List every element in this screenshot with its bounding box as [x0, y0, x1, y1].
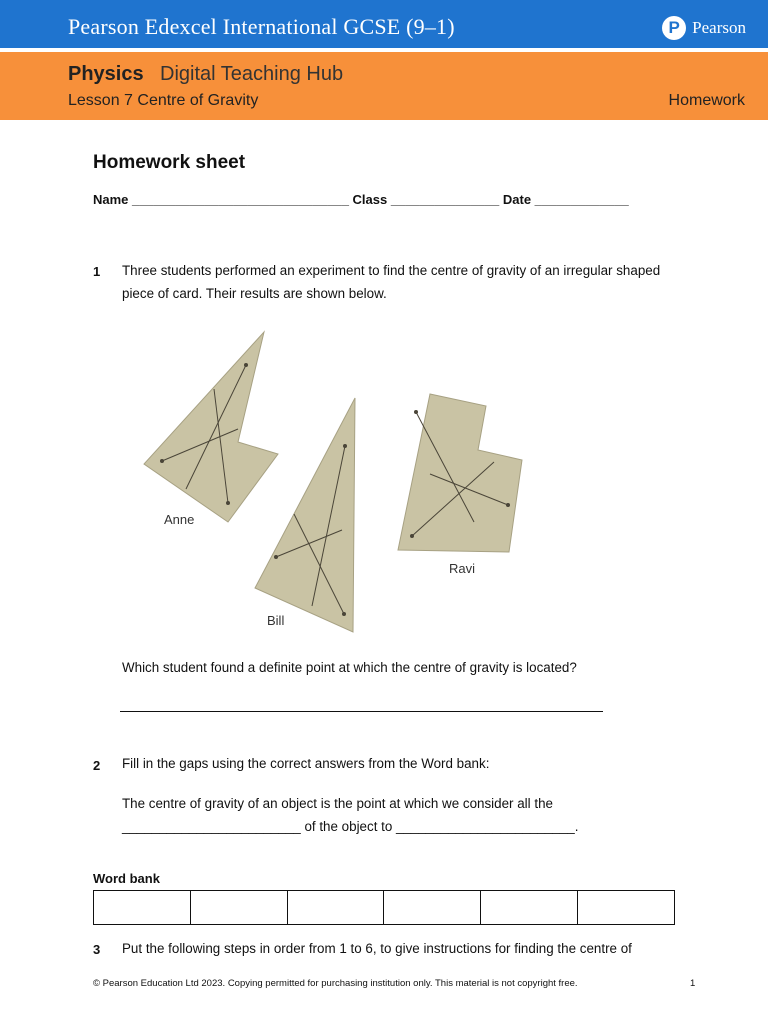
bill-pin-hole-2 [342, 612, 346, 616]
pearson-wordmark: Pearson [692, 18, 746, 37]
word-bank-cell [288, 891, 385, 924]
ravi-card-shape [398, 394, 522, 552]
document-type: Homework [668, 92, 745, 109]
word-bank-cell [94, 891, 191, 924]
page-number: 1 [690, 978, 696, 989]
subject-title: Physics [68, 63, 144, 85]
pearson-logo-icon: P [662, 16, 686, 40]
bill-pin-hole-3 [274, 555, 278, 559]
bill-card [255, 398, 355, 632]
hub-title: Digital Teaching Hub [160, 63, 344, 85]
qualification-title: Pearson Edexcel International GCSE (9–1) [68, 14, 455, 39]
question-1-number: 1 [93, 264, 101, 279]
ravi-pin-hole-2 [506, 503, 510, 507]
ravi-card [398, 394, 522, 576]
ravi-label: Ravi [449, 561, 476, 576]
word-bank-cell [384, 891, 481, 924]
ravi-pin-hole-3 [410, 534, 414, 538]
anne-pin-hole-1 [244, 363, 248, 367]
anne-pin-hole-2 [226, 501, 230, 505]
anne-label: Anne [164, 512, 195, 527]
question-3-number: 3 [93, 942, 101, 957]
question-3-text: Put the following steps in order from 1 to 6, to give instructions for finding the centre of [122, 941, 632, 956]
word-bank-cell [481, 891, 578, 924]
word-bank-cell [191, 891, 288, 924]
word-bank-table [93, 890, 675, 925]
question-2-sentence[interactable]: The centre of gravity of an object is the point at which we consider all the ________________________ of the object to ________________________. [122, 796, 579, 834]
copyright-footer: © Pearson Education Ltd 2023. Copying permitted for purchasing institution only. This material is not copyright free. [93, 978, 578, 989]
centre-of-gravity-diagram [128, 322, 538, 642]
word-bank-cell [578, 891, 674, 924]
pearson-brand [662, 16, 746, 40]
bill-card-shape [255, 398, 355, 632]
anne-pin-hole-3 [160, 459, 164, 463]
word-bank-label: Word bank [93, 871, 160, 886]
question-2-number: 2 [93, 758, 101, 773]
student-info-line[interactable]: Name ______________________________ Class _______________ Date _____________ [93, 192, 629, 207]
question-1-prompt: Which student found a definite point at which the centre of gravity is located? [122, 660, 577, 675]
bill-pin-hole-1 [343, 444, 347, 448]
question-2-text: Fill in the gaps using the correct answers from the Word bank: [122, 756, 490, 771]
sheet-title: Homework sheet [93, 152, 246, 173]
question-1-answer-line[interactable] [120, 711, 603, 712]
question-1-text: Three students performed an experiment to find the centre of gravity of an irregular shaped piece of card. Their results are shown below. [122, 263, 661, 301]
subject-banner [0, 52, 768, 120]
bill-label: Bill [267, 613, 285, 628]
anne-card-shape [144, 332, 278, 522]
lesson-title: Lesson 7 Centre of Gravity [68, 92, 259, 109]
top-banner [0, 0, 768, 48]
ravi-pin-hole-1 [414, 410, 418, 414]
anne-card [144, 332, 278, 527]
